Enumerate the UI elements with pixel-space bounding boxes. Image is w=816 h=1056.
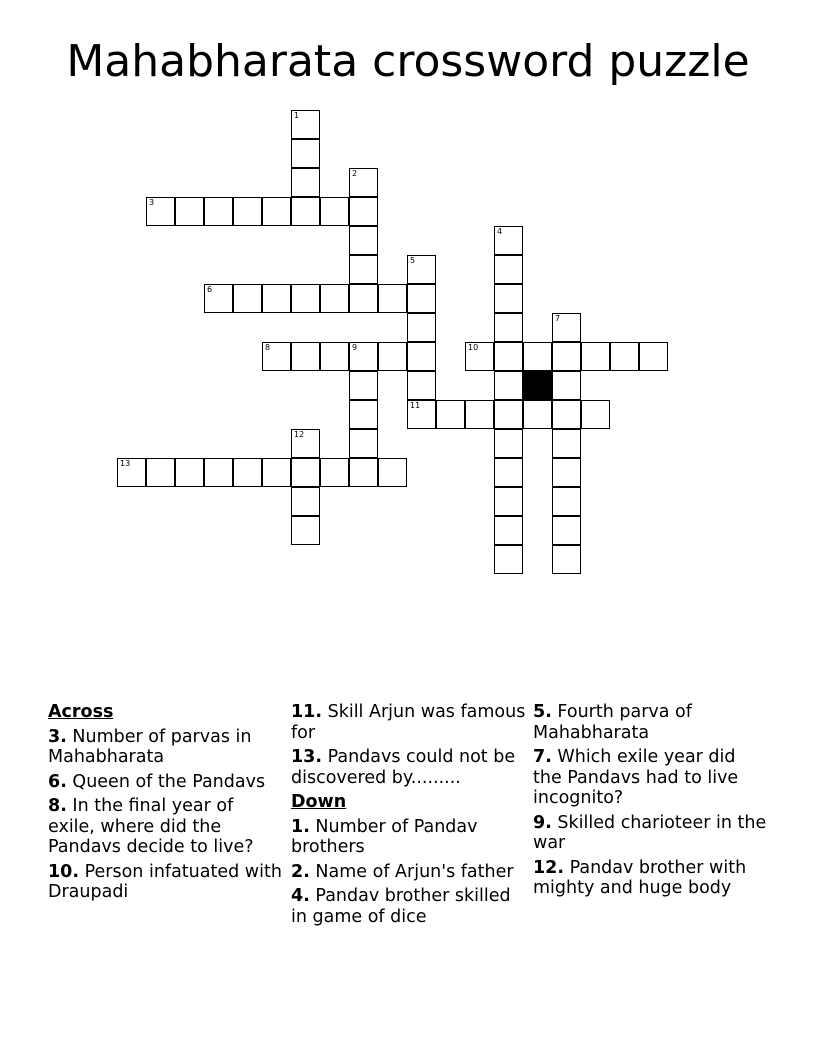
grid-cell[interactable] bbox=[349, 197, 378, 226]
grid-cell[interactable] bbox=[552, 487, 581, 516]
clue-across-10: 10. Person infatuated with Draupadi bbox=[48, 861, 282, 902]
black-cell bbox=[523, 371, 552, 400]
grid-cell[interactable] bbox=[494, 458, 523, 487]
grid-cell[interactable] bbox=[349, 429, 378, 458]
cell-number: 7 bbox=[555, 314, 561, 323]
grid-cell[interactable] bbox=[291, 429, 320, 458]
clue-text: Skilled charioteer in the war bbox=[533, 812, 767, 853]
grid-cell[interactable] bbox=[349, 168, 378, 197]
grid-cell[interactable] bbox=[291, 342, 320, 371]
grid-cell[interactable] bbox=[494, 342, 523, 371]
grid-cell[interactable] bbox=[291, 168, 320, 197]
grid-cell[interactable] bbox=[494, 545, 523, 574]
grid-cell[interactable] bbox=[291, 110, 320, 139]
grid-cell[interactable] bbox=[407, 342, 436, 371]
grid-cell[interactable] bbox=[494, 429, 523, 458]
clue-down-1: 1. Number of Pandav brothers bbox=[291, 816, 478, 857]
grid-cell[interactable] bbox=[610, 342, 639, 371]
grid-cell[interactable] bbox=[494, 313, 523, 342]
cell-number: 4 bbox=[497, 227, 503, 236]
grid-cell[interactable] bbox=[523, 400, 552, 429]
grid-cell[interactable] bbox=[349, 371, 378, 400]
clue-number: 3 bbox=[48, 726, 61, 747]
clue-down-7: 7. Which exile year did the Pandavs had to live incognito? bbox=[533, 747, 739, 808]
clue-text: Number of Pandav brothers bbox=[291, 816, 478, 857]
cell-number: 3 bbox=[149, 198, 155, 207]
across-heading: Across bbox=[48, 702, 114, 722]
clue-text: Pandavs could not be discovered by......... bbox=[291, 747, 516, 788]
clue-across-8: 8. In the final year of exile, where did the Pandavs decide to live? bbox=[48, 796, 254, 857]
grid-cell[interactable] bbox=[378, 342, 407, 371]
clue-down-5: 5. Fourth parva of Mahabharata bbox=[533, 702, 692, 743]
grid-cell[interactable] bbox=[378, 458, 407, 487]
grid-cell[interactable] bbox=[117, 458, 146, 487]
grid-cell[interactable] bbox=[494, 255, 523, 284]
grid-cell[interactable] bbox=[349, 284, 378, 313]
clue-text: Queen of the Pandavs bbox=[72, 771, 266, 792]
grid-cell[interactable] bbox=[378, 284, 407, 313]
clue-across-6: 6. Queen of the Pandavs bbox=[48, 771, 266, 792]
grid-cell[interactable] bbox=[320, 342, 349, 371]
grid-cell[interactable] bbox=[581, 400, 610, 429]
clue-text: Pandav brother with mighty and huge body bbox=[533, 857, 747, 898]
clue-number: 2 bbox=[291, 861, 304, 882]
grid-cell[interactable] bbox=[494, 226, 523, 255]
grid-cell[interactable] bbox=[204, 458, 233, 487]
grid-cell[interactable] bbox=[494, 516, 523, 545]
grid-cell[interactable] bbox=[146, 197, 175, 226]
grid-cell[interactable] bbox=[291, 284, 320, 313]
cell-number: 6 bbox=[207, 285, 213, 294]
clue-text: Which exile year did the Pandavs had to live incognito? bbox=[533, 747, 739, 808]
cell-number: 10 bbox=[468, 343, 479, 352]
grid-cell[interactable] bbox=[523, 342, 552, 371]
clue-down-2: 2. Name of Arjun's father bbox=[291, 861, 514, 882]
grid-cell[interactable] bbox=[291, 197, 320, 226]
grid-cell[interactable] bbox=[262, 458, 291, 487]
grid-cell[interactable] bbox=[494, 487, 523, 516]
clue-number: 10 bbox=[48, 861, 73, 882]
clues-column-2 bbox=[291, 702, 527, 931]
clue-across-11: 11. Skill Arjun was famous for bbox=[291, 702, 526, 743]
clue-text: Name of Arjun's father bbox=[315, 861, 514, 882]
cell-number: 2 bbox=[352, 169, 358, 178]
clue-down-4: 4. Pandav brother skilled in game of dice bbox=[291, 886, 511, 927]
cell-number: 5 bbox=[410, 256, 416, 265]
grid-cell[interactable] bbox=[552, 313, 581, 342]
grid-cell[interactable] bbox=[233, 458, 262, 487]
grid-cell[interactable] bbox=[291, 139, 320, 168]
grid-cell[interactable] bbox=[552, 342, 581, 371]
cell-number: 12 bbox=[294, 430, 305, 439]
clue-number: 9 bbox=[533, 812, 546, 833]
grid-cell[interactable] bbox=[204, 197, 233, 226]
clue-number: 12 bbox=[533, 857, 558, 878]
grid-cell[interactable] bbox=[291, 516, 320, 545]
clue-across-13: 13. Pandavs could not be discovered by......... bbox=[291, 747, 516, 788]
grid-cell[interactable] bbox=[262, 197, 291, 226]
grid-cell[interactable] bbox=[233, 197, 262, 226]
grid-cell[interactable] bbox=[175, 197, 204, 226]
grid-cell[interactable] bbox=[320, 284, 349, 313]
grid-cell[interactable] bbox=[262, 342, 291, 371]
clues-column-1 bbox=[48, 702, 284, 907]
clue-number: 4 bbox=[291, 886, 304, 906]
clues-column-3 bbox=[533, 702, 769, 903]
grid-cell[interactable] bbox=[465, 400, 494, 429]
down-heading: Down bbox=[291, 792, 347, 812]
clue-down-9: 9. Skilled charioteer in the war bbox=[533, 812, 767, 853]
clue-text: Skill Arjun was famous for bbox=[291, 702, 526, 743]
grid-cell[interactable] bbox=[320, 458, 349, 487]
clue-number: 13 bbox=[291, 747, 316, 767]
grid-cell[interactable] bbox=[494, 371, 523, 400]
clue-across-3: 3. Number of parvas in Mahabharata bbox=[48, 726, 252, 767]
clue-number: 5 bbox=[533, 702, 546, 722]
cell-number: 9 bbox=[352, 343, 358, 352]
grid-cell[interactable] bbox=[494, 400, 523, 429]
grid-cell[interactable] bbox=[262, 284, 291, 313]
clue-down-12: 12. Pandav brother with mighty and huge body bbox=[533, 857, 747, 898]
grid-cell[interactable] bbox=[639, 342, 668, 371]
grid-cell[interactable] bbox=[349, 458, 378, 487]
clue-text: Person infatuated with Draupadi bbox=[48, 861, 282, 902]
grid-cell[interactable] bbox=[320, 197, 349, 226]
grid-cell[interactable] bbox=[552, 545, 581, 574]
grid-cell[interactable] bbox=[407, 255, 436, 284]
grid-cell[interactable] bbox=[465, 342, 494, 371]
grid-cell[interactable] bbox=[349, 226, 378, 255]
grid-cell[interactable] bbox=[436, 400, 465, 429]
grid-cell[interactable] bbox=[407, 400, 436, 429]
cell-number: 13 bbox=[120, 459, 131, 468]
grid-cell[interactable] bbox=[291, 458, 320, 487]
grid-cell[interactable] bbox=[349, 342, 378, 371]
grid-cell[interactable] bbox=[494, 284, 523, 313]
grid-cell[interactable] bbox=[552, 429, 581, 458]
grid-cell[interactable] bbox=[581, 342, 610, 371]
cell-number: 8 bbox=[265, 343, 271, 352]
clue-text: Number of parvas in Mahabharata bbox=[48, 726, 252, 767]
clue-text: Fourth parva of Mahabharata bbox=[533, 702, 692, 743]
clue-number: 7 bbox=[533, 747, 546, 767]
grid-cell[interactable] bbox=[291, 487, 320, 516]
clue-text: Pandav brother skilled in game of dice bbox=[291, 886, 511, 927]
clue-number: 11 bbox=[291, 702, 316, 722]
grid-cell[interactable] bbox=[349, 400, 378, 429]
grid-cell[interactable] bbox=[552, 400, 581, 429]
grid-cell[interactable] bbox=[552, 458, 581, 487]
grid-cell[interactable] bbox=[349, 255, 378, 284]
grid-cell[interactable] bbox=[146, 458, 175, 487]
grid-cell[interactable] bbox=[552, 516, 581, 545]
clue-number: 6 bbox=[48, 771, 61, 792]
grid-cell[interactable] bbox=[407, 371, 436, 400]
clue-number: 1 bbox=[291, 816, 304, 837]
page-title: Mahabharata crossword puzzle bbox=[66, 36, 750, 87]
cell-number: 11 bbox=[410, 401, 421, 410]
grid-cell[interactable] bbox=[233, 284, 262, 313]
grid-cell[interactable] bbox=[552, 371, 581, 400]
grid-cell[interactable] bbox=[407, 313, 436, 342]
grid-cell[interactable] bbox=[204, 284, 233, 313]
cell-number: 1 bbox=[294, 111, 300, 120]
grid-cell[interactable] bbox=[175, 458, 204, 487]
clue-text: In the final year of exile, where did the Pandavs decide to live? bbox=[48, 796, 254, 857]
clue-number: 8 bbox=[48, 796, 61, 816]
grid-cell[interactable] bbox=[407, 284, 436, 313]
